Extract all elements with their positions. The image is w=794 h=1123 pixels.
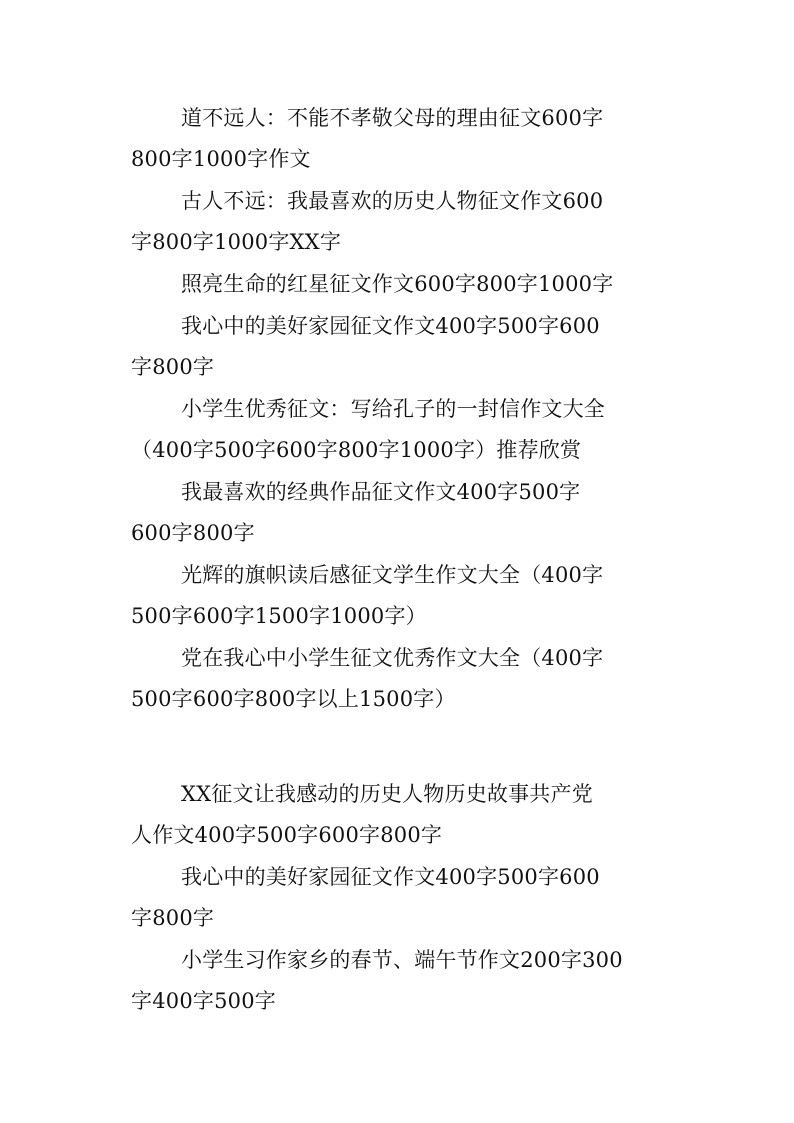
entry-5-line-1: 小学生优秀征文：写给孔子的一封信作文大全 bbox=[181, 397, 605, 421]
entry-1-line-1: 道不远人：不能不孝敬父母的理由征文600字 bbox=[181, 106, 604, 130]
entry-7-line-1: 光辉的旗帜读后感征文学生作文大全（400字 bbox=[181, 563, 604, 587]
entry-10-line-1: 我心中的美好家园征文作文400字500字600 bbox=[181, 865, 600, 889]
entry-3-line-1: 照亮生命的红星征文作文600字800字1000字 bbox=[181, 272, 614, 296]
entry-5-line-2: （400字500字600字800字1000字）推荐欣赏 bbox=[131, 438, 582, 462]
entry-7-line-2: 500字600字1500字1000字） bbox=[131, 604, 427, 628]
entry-4-line-2: 字800字 bbox=[131, 355, 215, 379]
entry-2-line-2: 字800字1000字XX字 bbox=[131, 230, 342, 254]
entry-11-line-1: 小学生习作家乡的春节、端午节作文200字300 bbox=[181, 948, 623, 972]
entry-6-line-1: 我最喜欢的经典作品征文作文400字500字 bbox=[181, 480, 581, 504]
entry-2-line-1: 古人不远：我最喜欢的历史人物征文作文600 bbox=[181, 189, 604, 213]
entry-8-line-1: 党在我心中小学生征文优秀作文大全（400字 bbox=[181, 646, 604, 670]
entry-1-line-2: 800字1000字作文 bbox=[131, 147, 311, 171]
entry-11-line-2: 字400字500字 bbox=[131, 989, 276, 1013]
entry-6-line-2: 600字800字 bbox=[131, 521, 255, 545]
entry-9-line-1: XX征文让我感动的历史人物历史故事共产党 bbox=[181, 782, 593, 806]
entry-8-line-2: 500字600字800字以上1500字） bbox=[131, 687, 456, 711]
entry-4-line-1: 我心中的美好家园征文作文400字500字600 bbox=[181, 314, 600, 338]
entry-9-line-2: 人作文400字500字600字800字 bbox=[131, 823, 443, 847]
entry-10-line-2: 字800字 bbox=[131, 906, 215, 930]
